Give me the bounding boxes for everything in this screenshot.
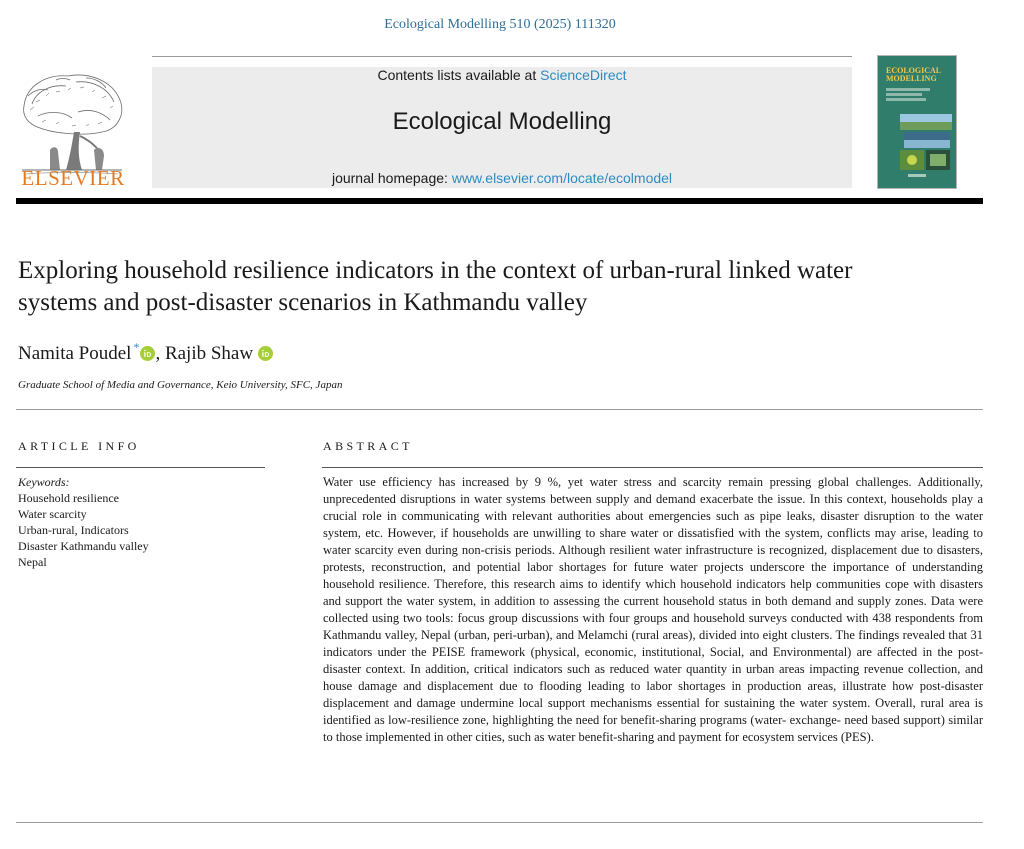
journal-title: Ecological Modelling xyxy=(392,108,612,135)
cover-title-line2: MODELLING xyxy=(886,74,937,83)
cover-artwork xyxy=(878,56,956,188)
author-name[interactable]: Namita Poudel xyxy=(18,343,132,364)
abstract-text: Water use efficiency has increased by 9 %, yet water stress and scarcity remain pressing global challenges. Additionally, unprecedented disruptions in water systems between supply and demand exacerbate the issue. In this context, households play a crucial role in communicating with relevant authorities about emergencies such as pipe leaks, disaster disruption to the water system, etc. However, if households are unwilling to share water or dissatisfied with the system, conflicts may arise, leading to water scarcity even during non-crisis periods. Although resilient water infrastructure is recognized, displacement due to disasters, protests, reconstruction, and potential labor shortages for future water projects underscore the importance of understanding household resilience. Therefore, this research aims to identify which household indicators help communities cope with disasters and support the water system, in addition to assessing the current household status in both demand and supply zones. Data were collected using two tools: focus group discussions with four groups and household surveys conducted with 438 respondents from Kathmandu valley, Nepal (urban, peri-urban), and Melamchi (rural areas), divided into eight clusters. The findings revealed that 31 indicators under the PEISE framework (physical, economic, institutional, Social, and Environmental) are affected in the post-disaster context. In addition, critical indicators such as reduced water quantity in urban areas impacting revenue collection, and house damage and displacement due to flooding leading to labor shortages in production areas, illustrate how post-disaster displacement and damage undermine local support mechanisms essential for sustaining the water system. Overall, rural area is identified as low-resilience zone, highlighting the need for benefit-sharing programs (water- exchange- need based support) similar to those implemented in other cities, such as water benefit-sharing and payment for ecosystem services (PES). xyxy=(323,475,983,744)
journal-cover-image[interactable] xyxy=(877,55,957,189)
article-title: Exploring household resilience indicators in the context of urban-rural linked water systems and post-disaster scenarios in Kathmandu valley xyxy=(18,257,853,316)
elsevier-wordmark: ELSEVIER xyxy=(21,166,125,190)
keyword-item: Household resilience xyxy=(18,491,119,505)
orcid-icon[interactable] xyxy=(140,346,155,361)
corresponding-author-mark[interactable]: * xyxy=(133,340,140,354)
header-thick-rule xyxy=(16,198,983,204)
keyword-item: Disaster Kathmandu valley xyxy=(18,539,149,553)
abstract-heading: ABSTRACT xyxy=(323,439,413,453)
homepage-line xyxy=(152,170,852,186)
author-separator: , xyxy=(155,343,161,364)
keyword-item: Water scarcity xyxy=(18,507,87,521)
contents-prefix: Contents lists available at xyxy=(377,67,541,83)
orcid-icon[interactable] xyxy=(258,346,273,361)
journal-homepage-link[interactable]: www.elsevier.com/locate/ecolmodel xyxy=(451,170,673,186)
keyword-item: Nepal xyxy=(18,555,47,569)
keyword-item: Urban-rural, Indicators xyxy=(18,523,129,537)
affiliation: Graduate School of Media and Governance, Keio University, SFC, Japan xyxy=(18,379,343,391)
article-info-heading: ARTICLE INFO xyxy=(18,439,140,453)
keywords-block xyxy=(18,474,258,570)
author-name[interactable]: Rajib Shaw xyxy=(164,343,254,364)
contents-line xyxy=(152,67,852,83)
sciencedirect-link[interactable]: ScienceDirect xyxy=(540,67,627,83)
author-list xyxy=(18,340,273,365)
keywords-label: Keywords: xyxy=(18,475,70,489)
article-info-rule xyxy=(16,467,265,468)
cover-title-line1: ECOLOGICAL xyxy=(886,66,942,75)
top-divider xyxy=(152,56,852,57)
bottom-divider xyxy=(16,822,983,823)
abstract-rule xyxy=(322,467,983,468)
journal-reference[interactable]: Ecological Modelling 510 (2025) 111320 xyxy=(384,17,616,32)
homepage-prefix: journal homepage: xyxy=(331,170,452,186)
section-divider xyxy=(16,409,983,410)
